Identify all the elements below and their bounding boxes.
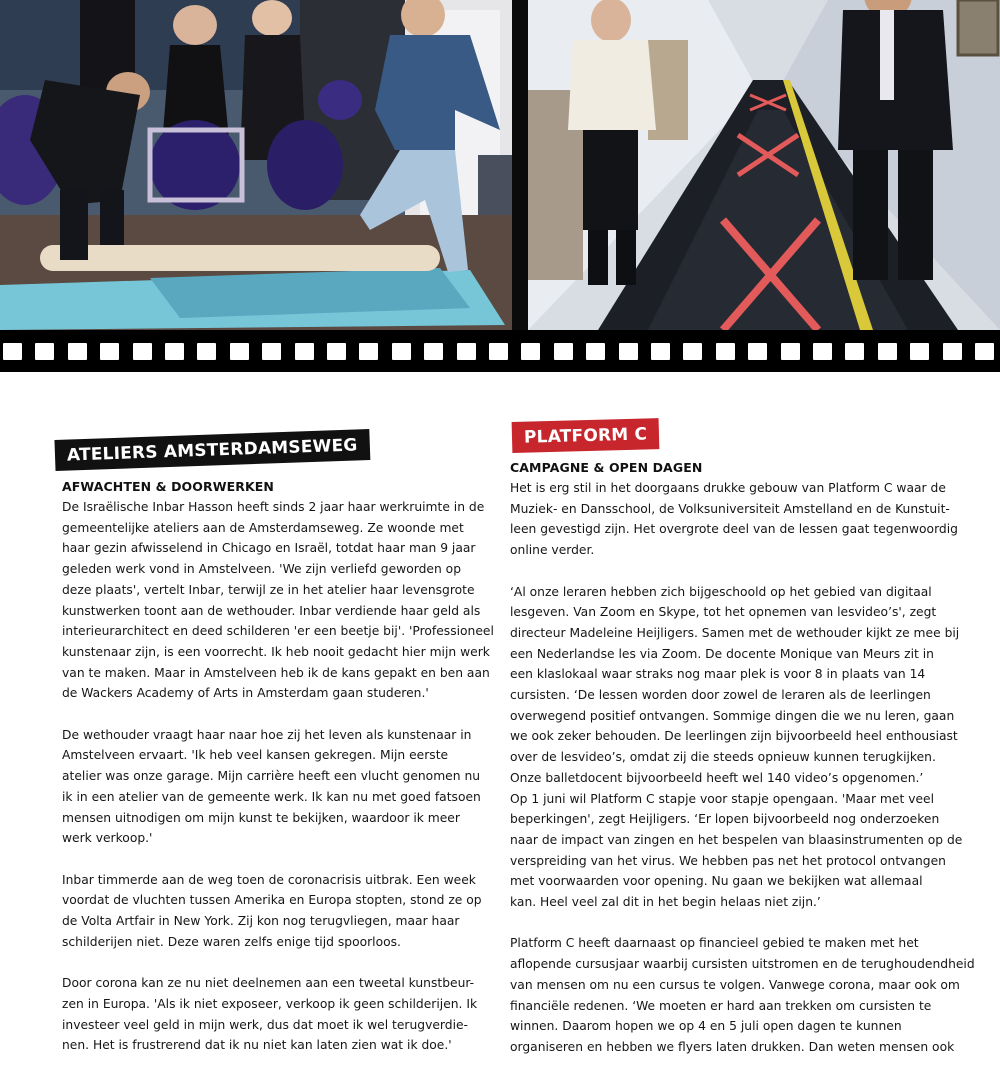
text-line: ‘Al onze leraren hebben zich bijgeschoold op het gebied van digitaal — [510, 584, 932, 599]
film-perforation — [457, 343, 476, 360]
text-line: leen gevestigd zijn. Het overgrote deel van de lessen gaat tegenwoordig — [510, 522, 958, 537]
text-line: deze plaats', vertelt Inbar, terwijl ze in het atelier haar levensgrote — [62, 582, 475, 597]
article-paragraph — [510, 933, 975, 1057]
filmstrip-border — [0, 330, 1000, 372]
film-perforation — [554, 343, 573, 360]
film-perforation — [619, 343, 638, 360]
text-line: kunstwerken toont aan de wethouder. Inbar verdiende haar geld als — [62, 603, 481, 618]
text-line: Het is erg stil in het doorgaans drukke gebouw van Platform C waar de — [510, 481, 946, 495]
text-line: zen in Europa. 'Als ik niet exposeer, verkoop ik geen schilderijen. Ik — [62, 996, 478, 1011]
film-perforation — [327, 343, 346, 360]
text-line: organiseren en hebben we flyers laten drukken. Dan weten mensen ook — [510, 1039, 955, 1054]
text-line: van mensen om nu een cursus te volgen. Vanwege corona, maar ook om — [510, 977, 960, 992]
text-line: interieurarchitect en deed schilderen 'er een beetje bij'. 'Professioneel — [62, 624, 494, 639]
text-line: Onze balletdocent bijvoorbeeld heeft wel 140 video’s opgenomen.’ — [510, 770, 924, 785]
corridor-photo-illustration — [528, 0, 1000, 330]
film-perforation — [943, 343, 962, 360]
article-paragraph — [510, 478, 958, 561]
text-line: Inbar timmerde aan de weg toen de coronacrisis uitbrak. Een week — [62, 872, 476, 887]
text-line: werk verkoop.' — [62, 831, 153, 846]
studio-photo-illustration — [0, 0, 512, 330]
film-perforation — [975, 343, 994, 360]
text-line: De Israëlische Inbar Hasson heeft sinds 2 jaar haar werkruimte in de — [62, 500, 485, 514]
text-line: investeer veel geld in mijn werk, dus dat moet ik wel terugverdie- — [62, 1017, 468, 1032]
text-line: gemeentelijke ateliers aan de Amsterdamseweg. Ze woonde met — [62, 520, 464, 535]
text-line: verspreiding van het virus. We hebben pas net het protocol ontvangen — [510, 853, 946, 868]
text-line: nen. Het is frustrerend dat ik nu niet kan laten zien wat ik doe.' — [62, 1038, 452, 1053]
text-line: een klaslokaal waar straks nog maar plek is voor 8 in plaats van 14 — [510, 667, 926, 682]
film-perforation — [651, 343, 670, 360]
film-perforation — [781, 343, 800, 360]
film-perforation — [813, 343, 832, 360]
text-line: mensen uitnodigen om mijn kunst te bekijken, waardoor ik meer — [62, 810, 460, 825]
right-article-subtitle: CAMPAGNE & OPEN DAGEN — [510, 460, 703, 475]
text-line: lesgeven. Van Zoom en Skype, tot het opnemen van lesvideo’s', zegt — [510, 605, 937, 620]
right-article-title: PLATFORM C — [512, 418, 660, 453]
text-line: naar de impact van zingen en het bespelen van blaasinstrumenten op de — [510, 832, 963, 847]
article-paragraph — [62, 973, 478, 1056]
text-line: over de lesvideo’s, omdat zij die steeds opnieuw kunnen terugkijken. — [510, 750, 936, 765]
text-line: De wethouder vraagt haar naar hoe zij het leven als kunstenaar in — [62, 727, 472, 742]
film-perforation — [392, 343, 411, 360]
film-perforation — [910, 343, 929, 360]
film-perforation — [3, 343, 22, 360]
text-line: beperkingen', zegt Heijligers. ‘Er lopen bijvoorbeeld nog onderzoeken — [510, 812, 940, 827]
text-line: schilderijen niet. Deze waren zelfs enige tijd spoorloos. — [62, 934, 401, 949]
film-perforation — [262, 343, 281, 360]
text-line: cursisten. ‘De lessen worden door zowel de leraren als de leerlingen — [510, 688, 931, 703]
film-perforation — [35, 343, 54, 360]
film-perforation — [133, 343, 152, 360]
article-paragraph — [62, 870, 482, 953]
article-paragraph — [510, 582, 963, 913]
right-article-body — [510, 478, 975, 1078]
text-line: de Volta Artfair in New York. Zij kon nog terugvliegen, maar haar — [62, 914, 460, 929]
film-perforation — [878, 343, 897, 360]
film-perforation — [359, 343, 378, 360]
film-perforation — [100, 343, 119, 360]
film-perforation — [521, 343, 540, 360]
film-perforation — [68, 343, 87, 360]
text-line: met voorwaarden voor opening. Nu gaan we bekijken wat allemaal — [510, 874, 923, 889]
film-perforation — [748, 343, 767, 360]
text-line: overwegend positief ontvangen. Sommige dingen die we nu leren, gaan — [510, 708, 955, 723]
text-line: Op 1 juni wil Platform C stapje voor stapje opengaan. 'Maar met veel — [510, 791, 935, 806]
text-line: kan. Heel veel zal dit in het begin helaas niet zijn.’ — [510, 895, 821, 910]
text-line: atelier was onze garage. Mijn carrière heeft een vlucht genomen nu — [62, 769, 481, 784]
text-line: financiële redenen. ‘We moeten er hard aan trekken om cursisten te — [510, 998, 932, 1013]
film-perforation — [295, 343, 314, 360]
film-perforation — [586, 343, 605, 360]
text-line: kunstenaar zijn, is een voorrecht. Ik heb nooit gedacht hier mijn werk — [62, 644, 490, 659]
left-article-title: ATELIERS AMSTERDAMSEWEG — [54, 429, 370, 471]
text-line: winnen. Daarom hopen we op 4 en 5 juli open dagen te kunnen — [510, 1019, 902, 1034]
text-line: we ook zeker behouden. De leerlingen zijn bijvoorbeeld heel enthousiast — [510, 729, 958, 744]
text-line: van te maken. Maar in Amstelveen heb ik de kans gepakt en ben aan — [62, 665, 490, 680]
article-paragraph — [62, 725, 481, 849]
film-perforation — [165, 343, 184, 360]
corridor-photo — [528, 0, 1000, 330]
text-line: online verder. — [510, 543, 595, 558]
text-line: Door corona kan ze nu niet deelnemen aan een tweetal kunstbeur- — [62, 976, 475, 991]
film-perforation — [489, 343, 508, 360]
text-line: Muziek- en Dansschool, de Volksuniversiteit Amstelland en de Kunstuit- — [510, 501, 950, 516]
film-perforation — [424, 343, 443, 360]
film-perforation — [197, 343, 216, 360]
text-line: ik in een atelier van de gemeente werk. Ik kan nu met goed fatsoen — [62, 789, 481, 804]
text-line: Platform C heeft daarnaast op financieel gebied te maken met het — [510, 936, 919, 951]
left-article-body — [62, 497, 494, 1077]
text-line: de Wackers Academy of Arts in Amsterdam gaan studeren.' — [62, 686, 429, 701]
studio-photo — [0, 0, 512, 330]
film-perforation — [716, 343, 735, 360]
film-perforation — [230, 343, 249, 360]
text-line: directeur Madeleine Heijligers. Samen met de wethouder kijkt ze mee bij — [510, 625, 960, 640]
text-line: haar gezin afwisselend in Chicago en Israël, totdat haar man 9 jaar — [62, 541, 476, 556]
left-article-subtitle: AFWACHTEN & DOORWERKEN — [62, 479, 274, 494]
film-perforation — [845, 343, 864, 360]
text-line: voordat de vluchten tussen Amerika en Europa stopten, stond ze op — [62, 893, 482, 908]
text-line: geleden werk vond in Amstelveen. 'We zijn verliefd geworden op — [62, 562, 461, 577]
article-paragraph — [62, 497, 494, 704]
photo-strip — [0, 0, 1000, 335]
text-line: aflopende cursusjaar waarbij cursisten uitstromen en de terughoudendheid — [510, 957, 975, 972]
text-line: Amstelveen ervaart. 'Ik heb veel kansen gekregen. Mijn eerste — [62, 748, 449, 763]
film-perforation — [683, 343, 702, 360]
text-line: een Nederlandse les via Zoom. De docente Monique van Meurs zit in — [510, 646, 934, 661]
